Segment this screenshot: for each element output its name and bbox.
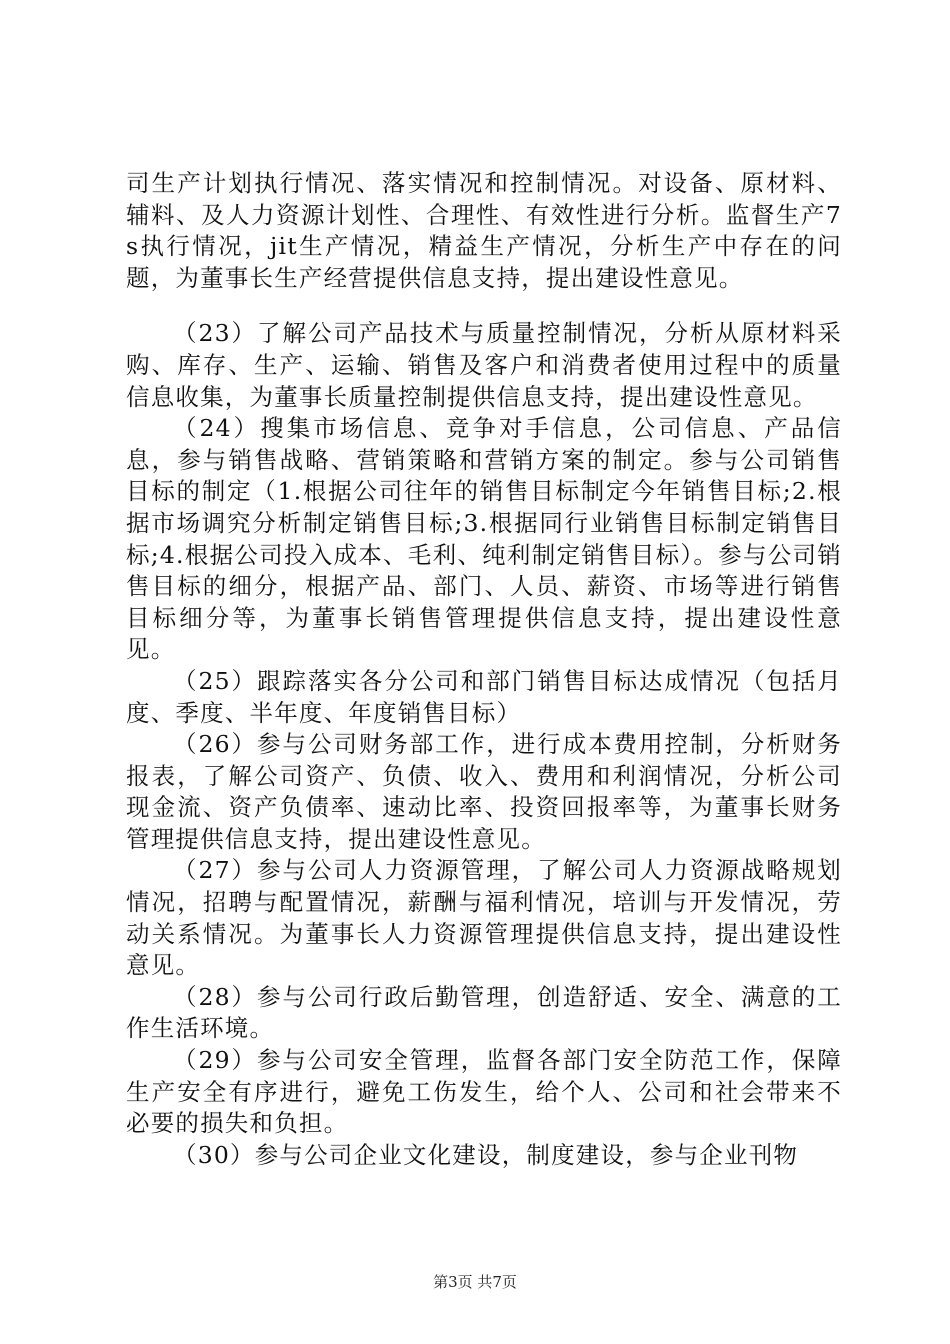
paragraph-item-28: （28）参与公司行政后勤管理，创造舒适、安全、满意的工作生活环境。 xyxy=(126,982,842,1043)
paragraph-item-29: （29）参与公司安全管理，监督各部门安全防范工作，保障生产安全有序进行，避免工伤发生，给个人、公司和社会带来不必要的损失和负担。 xyxy=(126,1046,842,1138)
paragraph-item-23: （23）了解公司产品技术与质量控制情况，分析从原材料采购、库存、生产、运输、销售及客户和消费者使用过程中的质量信息收集，为董事长质量控制提供信息支持，提出建设性意见。 xyxy=(126,319,842,411)
page-footer: 第3页 共7页 xyxy=(433,1273,517,1291)
paragraph-item-27: （27）参与公司人力资源管理，了解公司人力资源战略规划情况，招聘与配置情况，薪酬与福利情况，培训与开发情况，劳动关系情况。为董事长人力资源管理提供信息支持，提出建设性意见。 xyxy=(126,856,842,980)
paragraph-continuation: 司生产计划执行情况、落实情况和控制情况。对设备、原材料、辅料、及人力资源计划性、合理性、有效性进行分析。监督生产7s执行情况，jit生产情况，精益生产情况，分析生产中存在的问题，为董事长生产经营提供信息支持，提出建设性意见。 xyxy=(126,169,842,292)
document-body xyxy=(126,168,842,1171)
paragraph-gap xyxy=(126,294,842,318)
paragraph-item-24: （24）搜集市场信息、竞争对手信息，公司信息、产品信息，参与销售战略、营销策略和营销方案的制定。参与公司销售目标的制定（1.根据公司往年的销售目标制定今年销售目标;2.根据市场调究分析制定销售目标;3.根据同行业销售目标制定销售目标;4.根据公司投入成本、毛利、纯利制定销售目标）。参与公司销售目标的细分，根据产品、部门、人员、薪资、市场等进行销售目标细分等，为董事长销售管理提供信息支持，提出建设性意见。 xyxy=(126,414,842,664)
paragraph-item-30: （30）参与公司企业文化建设，制度建设，参与企业刊物 xyxy=(173,1140,799,1169)
paragraph-item-26: （26）参与公司财务部工作，进行成本费用控制，分析财务报表，了解公司资产、负债、收入、费用和利润情况，分析公司现金流、资产负债率、速动比率、投资回报率等，为董事长财务管理提供信息支持，提出建设性意见。 xyxy=(126,730,842,853)
paragraph-item-25: （25）跟踪落实各分公司和部门销售目标达成情况（包括月度、季度、半年度、年度销售目标） xyxy=(126,666,842,727)
